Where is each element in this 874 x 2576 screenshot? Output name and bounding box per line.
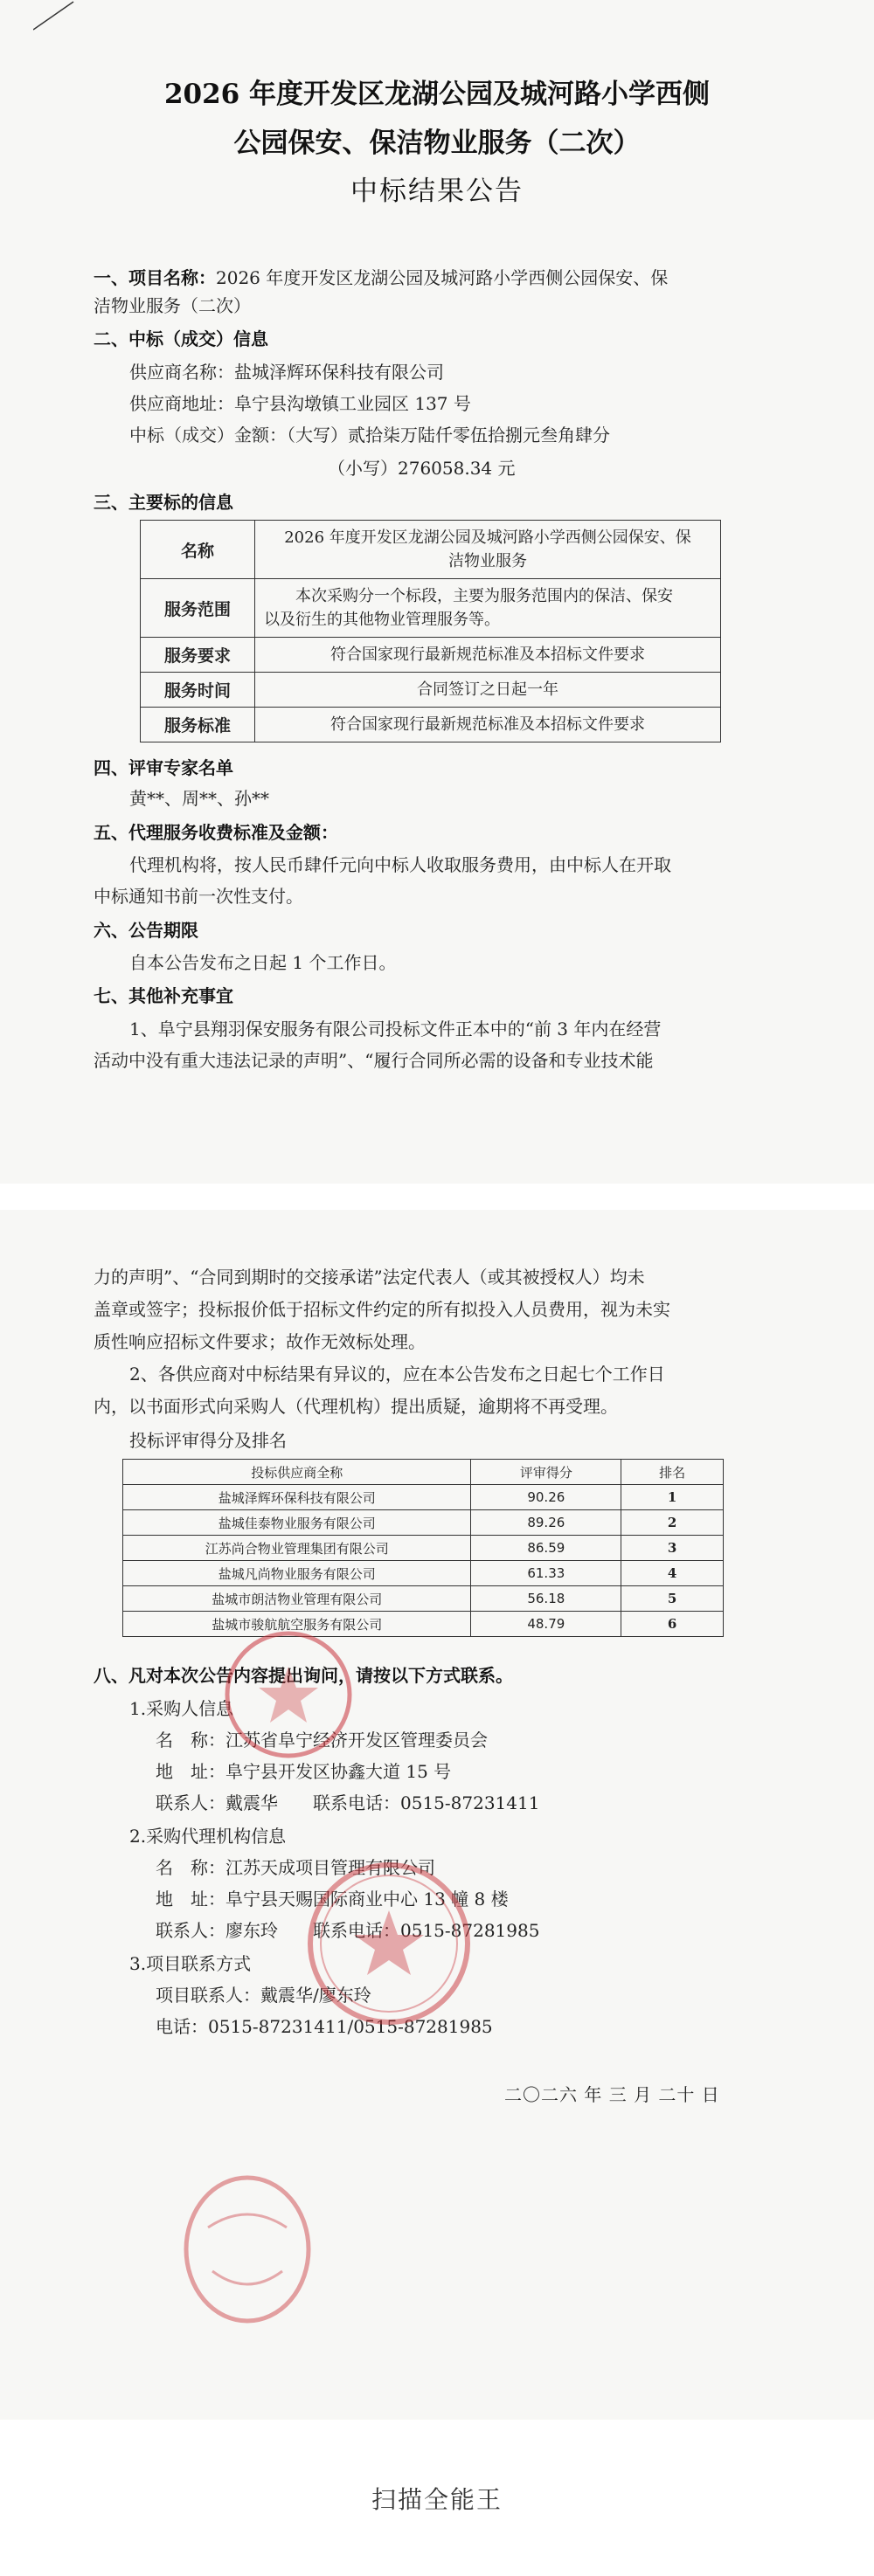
- project-heading: 3.项目联系方式: [129, 1953, 252, 1974]
- spec-row-standard: [141, 708, 721, 742]
- ranking-rank: 2: [621, 1510, 724, 1536]
- ranking-score: 61.33: [471, 1561, 621, 1586]
- spec-key: 名称: [141, 521, 255, 579]
- ranking-supplier: 盐城凡尚物业服务有限公司: [123, 1561, 471, 1586]
- issue-date: 二〇二六 年 三 月 二十 日: [504, 2084, 720, 2105]
- scanner-footer: [0, 2420, 874, 2576]
- page-gap: [0, 1184, 874, 1210]
- spec-value: 符合国家现行最新规范标准及本招标文件要求: [255, 708, 721, 742]
- ranking-table: [122, 1459, 724, 1637]
- agent-contact: 联系人：廖东玲 联系电话：0515-87281985: [156, 1920, 540, 1941]
- section-3-heading: 三、主要标的信息: [94, 492, 233, 513]
- section-1-heading: 一、项目名称：: [94, 267, 216, 288]
- ranking-row: [123, 1485, 724, 1510]
- section-7-heading: 七、其他补充事宜: [94, 985, 233, 1006]
- ranking-row: [123, 1510, 724, 1536]
- corner-mark-icon: [33, 0, 86, 33]
- ranking-caption: 投标评审得分及排名: [129, 1430, 287, 1451]
- spec-value-line: 洁物业服务: [448, 552, 527, 570]
- buyer-heading: 1.采购人信息: [129, 1698, 234, 1719]
- ranking-header-score: 评审得分: [471, 1460, 621, 1485]
- spec-value: 合同签订之日起一年: [255, 673, 721, 708]
- section-1: [94, 265, 668, 291]
- supplier-name: 供应商名称：盐城泽辉环保科技有限公司: [129, 362, 444, 383]
- title-line-2: 公园保安、保洁物业服务（二次）: [233, 128, 641, 159]
- ranking-row: [123, 1561, 724, 1586]
- document-page-2: [0, 1210, 874, 2420]
- spec-key: 服务范围: [141, 579, 255, 638]
- agent-address: 地 址：阜宁县天赐国际商业中心 13 幢 8 楼: [156, 1889, 509, 1910]
- ranking-rank: 6: [621, 1612, 724, 1637]
- ranking-rank: 1: [621, 1485, 724, 1510]
- ranking-header-rank: 排名: [621, 1460, 724, 1485]
- section-4-heading: 四、评审专家名单: [94, 757, 233, 778]
- project-contact: 项目联系人：戴震华/廖东玲: [156, 1985, 371, 2006]
- spec-key: 服务时间: [141, 673, 255, 708]
- ranking-score: 89.26: [471, 1510, 621, 1536]
- spec-row-scope: [141, 579, 721, 638]
- ranking-score: 86.59: [471, 1536, 621, 1561]
- section-7-para-2: 2、各供应商对中标结果有异议的，应在本公告发布之日起七个工作日: [129, 1364, 665, 1385]
- award-amount-lower: （小写）276058.34 元: [328, 458, 516, 479]
- buyer-address: 地 址：阜宁县开发区协鑫大道 15 号: [156, 1761, 452, 1782]
- ranking-rank: 5: [621, 1586, 724, 1612]
- ranking-header-supplier: 投标供应商全称: [123, 1460, 471, 1485]
- section-6-heading: 六、公告期限: [94, 920, 198, 941]
- ranking-supplier: 盐城佳泰物业服务有限公司: [123, 1510, 471, 1536]
- ranking-rank: 3: [621, 1536, 724, 1561]
- spec-row-name: [141, 521, 721, 579]
- ranking-header-row: [123, 1460, 724, 1485]
- ranking-score: 90.26: [471, 1485, 621, 1510]
- ranking-score: 56.18: [471, 1586, 621, 1612]
- spec-value: 符合国家现行最新规范标准及本招标文件要求: [255, 638, 721, 673]
- ranking-row: [123, 1586, 724, 1612]
- section-5-text-cont: 中标通知书前一次性支付。: [94, 886, 303, 907]
- ranking-score: 48.79: [471, 1612, 621, 1637]
- section-7-para-1-cont: 质性响应招标文件要求；故作无效标处理。: [94, 1331, 426, 1352]
- document-page-1: [0, 0, 874, 1184]
- title-line-1: 2026 年度开发区龙湖公园及城河路小学西侧: [163, 79, 711, 110]
- spec-value-line: 2026 年度开发区龙湖公园及城河路小学西侧公园保安、保: [284, 528, 691, 547]
- spec-value: [255, 579, 721, 638]
- title-line-3: 中标结果公告: [350, 176, 524, 207]
- section-6-text: 自本公告发布之日起 1 个工作日。: [129, 952, 397, 973]
- stamp-icon: [173, 2166, 322, 2332]
- section-8-heading: 八、凡对本次公告内容提出询问，请按以下方式联系。: [94, 1665, 513, 1686]
- section-5-text: 代理机构将，按人民币肆仟元向中标人收取服务费用，由中标人在开取: [129, 854, 671, 875]
- ranking-supplier: 江苏尚合物业管理集团有限公司: [123, 1536, 471, 1561]
- ranking-supplier: 盐城市骏航航空服务有限公司: [123, 1612, 471, 1637]
- section-7-para-1-cont: 力的声明”、“合同到期时的交接承诺”法定代表人（或其被授权人）均未: [94, 1267, 645, 1288]
- buyer-contact: 联系人：戴震华 联系电话：0515-87231411: [156, 1792, 540, 1813]
- spec-table: [140, 520, 721, 742]
- spec-value-line: 以及衍生的其他物业管理服务等。: [264, 611, 500, 629]
- expert-names: 黄**、周**、孙**: [129, 788, 269, 809]
- section-1-text-cont: 洁物业服务（二次）: [94, 295, 251, 316]
- section-7-para-1: 1、阜宁县翔羽保安服务有限公司投标文件正本中的“前 3 年内在经营: [129, 1019, 662, 1039]
- section-7-para-1-cont: 盖章或签字；投标报价低于招标文件约定的所有拟投入人员费用，视为未实: [94, 1299, 670, 1320]
- buyer-name: 名 称：江苏省阜宁经济开发区管理委员会: [156, 1730, 488, 1751]
- section-7-para-1-cont: 活动中没有重大违法记录的声明”、“履行合同所必需的设备和专业技术能: [94, 1050, 654, 1071]
- supplier-address: 供应商地址：阜宁县沟墩镇工业园区 137 号: [129, 393, 471, 414]
- award-amount-upper: 中标（成交）金额：（大写）贰拾柒万陆仟零伍拾捌元叁角肆分: [129, 425, 610, 445]
- spec-value: [255, 521, 721, 579]
- spec-value-line: 本次采购分一个标段，主要为服务范围内的保洁、保安: [295, 587, 673, 605]
- ranking-supplier: 盐城泽辉环保科技有限公司: [123, 1485, 471, 1510]
- project-phone: 电话：0515-87231411/0515-87281985: [156, 2016, 493, 2037]
- scanner-app-name: 扫描全能王: [371, 2484, 503, 2514]
- ranking-row: [123, 1612, 724, 1637]
- ranking-rank: 4: [621, 1561, 724, 1586]
- spec-row-requirement: [141, 638, 721, 673]
- section-7-para-2-cont: 内，以书面形式向采购人（代理机构）提出质疑，逾期将不再受理。: [94, 1396, 618, 1417]
- spec-key: 服务要求: [141, 638, 255, 673]
- section-1-text: 2026 年度开发区龙湖公园及城河路小学西侧公园保安、保: [216, 267, 669, 288]
- ranking-supplier: 盐城市朗洁物业管理有限公司: [123, 1586, 471, 1612]
- spec-row-time: [141, 673, 721, 708]
- section-2-heading: 二、中标（成交）信息: [94, 328, 268, 349]
- spec-key: 服务标准: [141, 708, 255, 742]
- ranking-row: [123, 1536, 724, 1561]
- section-5-heading: 五、代理服务收费标准及金额：: [94, 822, 338, 843]
- agent-heading: 2.采购代理机构信息: [129, 1826, 287, 1847]
- agent-name: 名 称：江苏天成项目管理有限公司: [156, 1857, 435, 1878]
